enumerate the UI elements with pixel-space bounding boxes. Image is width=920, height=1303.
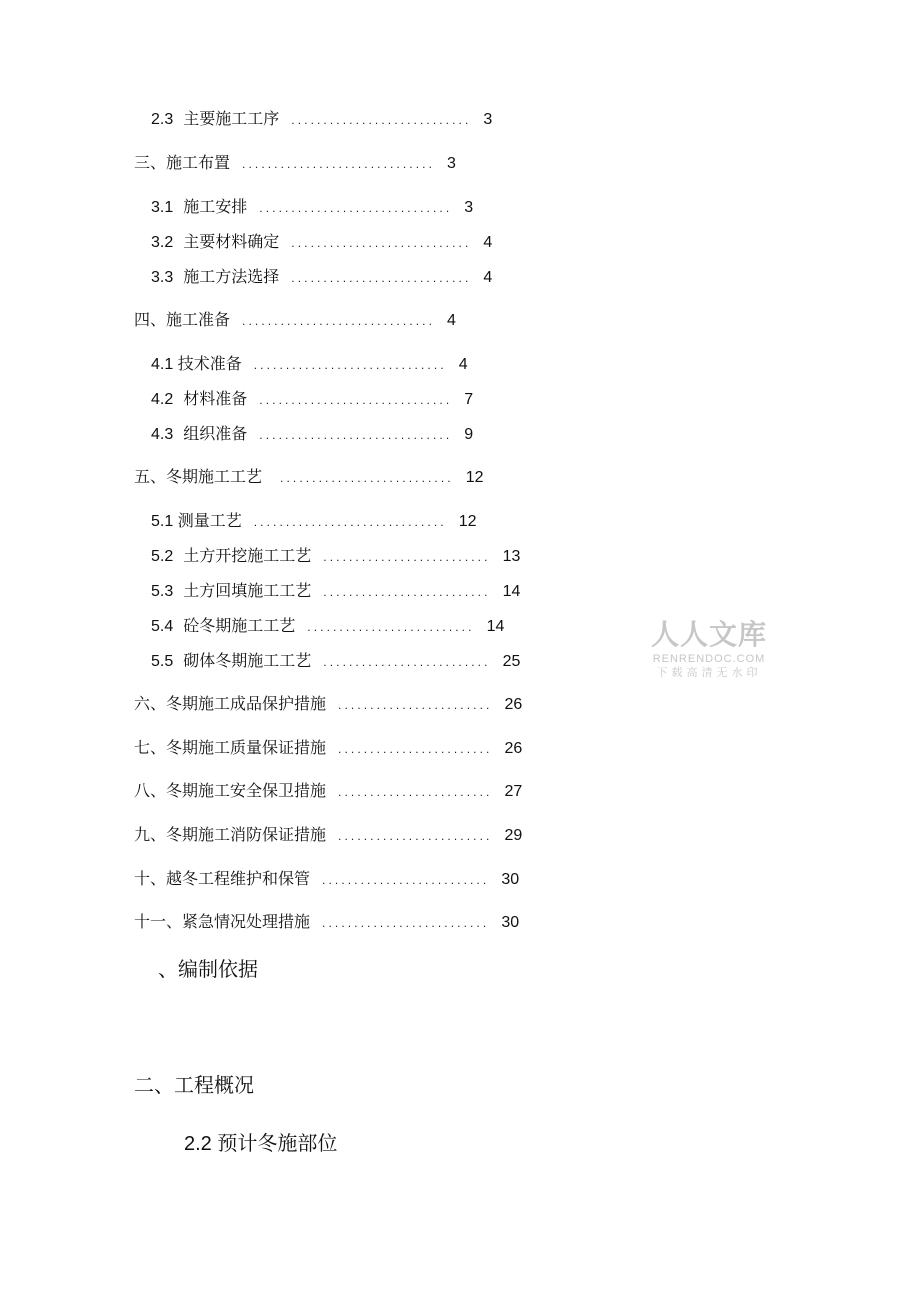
- section-heading-basis: 、编制依据: [158, 959, 258, 981]
- toc-page-number: 26: [504, 740, 523, 757]
- toc-leader-dots: ..........................: [307, 620, 475, 634]
- toc-leader-dots: ............................: [291, 271, 472, 285]
- toc-leader-dots: ............................: [291, 113, 472, 127]
- toc-leader-dots: ..........................: [323, 550, 491, 564]
- toc-label: 主要材料确定: [183, 234, 280, 251]
- toc-number: 5.2: [151, 548, 174, 565]
- toc-entry[interactable]: [151, 615, 504, 639]
- toc-leader-dots: ..............................: [259, 201, 453, 215]
- toc-page-number: 4: [458, 356, 468, 373]
- toc-label: 四、施工准备: [134, 312, 231, 329]
- toc-label: 砌体冬期施工工艺: [183, 653, 312, 670]
- toc-entry[interactable]: [134, 152, 456, 176]
- toc-entry[interactable]: [151, 196, 473, 220]
- toc-page-number: 14: [486, 618, 505, 635]
- toc-number: 3.3: [151, 269, 174, 286]
- toc-leader-dots: ........................: [338, 742, 493, 756]
- subsection-heading-winter-parts: 2.2 预计冬施部位: [184, 1133, 338, 1155]
- toc-number: 4.3: [151, 426, 174, 443]
- toc-label: 4.1 技术准备: [151, 356, 242, 373]
- toc-label: 六、冬期施工成品保护措施: [134, 696, 327, 713]
- toc-entry[interactable]: [151, 650, 520, 674]
- toc-label: 八、冬期施工安全保卫措施: [134, 783, 327, 800]
- toc-entry[interactable]: [134, 309, 456, 333]
- toc-entry[interactable]: [151, 231, 492, 255]
- toc-page-number: 27: [504, 783, 523, 800]
- toc-label: 十一、紧急情况处理措施: [134, 914, 311, 931]
- toc-entry[interactable]: [151, 353, 468, 377]
- toc-label: 土方回填施工工艺: [183, 583, 312, 600]
- toc-label: 砼冬期施工工艺: [183, 618, 296, 635]
- section-heading-overview: 二、工程概况: [134, 1075, 254, 1097]
- toc-page-number: 25: [502, 653, 521, 670]
- toc-entry[interactable]: [134, 868, 519, 892]
- toc-entry[interactable]: [134, 693, 522, 717]
- toc-leader-dots: ..........................: [323, 655, 491, 669]
- toc-entry[interactable]: [151, 108, 492, 132]
- toc-page-number: 4: [483, 269, 493, 286]
- toc-leader-dots: ..............................: [259, 393, 453, 407]
- toc-page-number: 29: [504, 827, 523, 844]
- toc-page-number: 3: [464, 199, 474, 216]
- toc-number: 4.2: [151, 391, 174, 408]
- toc-label: 组织准备: [183, 426, 248, 443]
- toc-label: 土方开挖施工工艺: [183, 548, 312, 565]
- toc-entry[interactable]: [134, 824, 522, 848]
- watermark-subtitle: 下载高清无水印: [656, 667, 762, 679]
- toc-leader-dots: ..............................: [242, 314, 436, 328]
- toc-leader-dots: ...........................: [280, 471, 454, 485]
- toc-label: 施工安排: [183, 199, 248, 216]
- toc-page-number: 3: [447, 155, 456, 172]
- toc-page-number: 7: [464, 391, 474, 408]
- toc-leader-dots: ..............................: [253, 515, 447, 529]
- toc-page-number: 14: [502, 583, 521, 600]
- toc-label: 材料准备: [183, 391, 248, 408]
- toc-page-number: 13: [502, 548, 521, 565]
- watermark-logo: [646, 618, 772, 680]
- toc-label: 施工方法选择: [183, 269, 280, 286]
- toc-number: 5.3: [151, 583, 174, 600]
- toc-label: 5.1 测量工艺: [151, 513, 242, 530]
- toc-page-number: 3: [483, 111, 493, 128]
- watermark-url: RENRENDOC.COM: [652, 653, 766, 665]
- toc-entry[interactable]: [134, 737, 522, 761]
- watermark-title: 人人文库: [650, 618, 767, 651]
- toc-leader-dots: ........................: [338, 698, 493, 712]
- toc-label: 七、冬期施工质量保证措施: [134, 740, 327, 757]
- toc-entry[interactable]: [134, 780, 522, 804]
- toc-page-number: 30: [501, 871, 520, 888]
- toc-leader-dots: ..............................: [242, 157, 436, 171]
- toc-page-number: 30: [501, 914, 520, 931]
- toc-number: 3.2: [151, 234, 174, 251]
- toc-page-number: 9: [464, 426, 474, 443]
- toc-page-number: 4: [483, 234, 493, 251]
- toc-number: 2.3: [151, 111, 174, 128]
- toc-label: 十、越冬工程维护和保管: [134, 871, 311, 888]
- toc-entry[interactable]: [151, 510, 477, 534]
- toc-label: 主要施工工序: [183, 111, 280, 128]
- toc-entry[interactable]: [151, 580, 520, 604]
- toc-leader-dots: ........................: [338, 829, 493, 843]
- toc-number: 5.5: [151, 653, 174, 670]
- toc-entry[interactable]: [134, 466, 484, 490]
- toc-leader-dots: ..........................: [323, 585, 491, 599]
- toc-label: 九、冬期施工消防保证措施: [134, 827, 327, 844]
- toc-page-number: 26: [504, 696, 523, 713]
- toc-leader-dots: ............................: [291, 236, 472, 250]
- toc-entry[interactable]: [151, 388, 473, 412]
- toc-entry[interactable]: [151, 545, 520, 569]
- toc-entry[interactable]: [151, 423, 473, 447]
- toc-page-number: 12: [458, 513, 477, 530]
- toc-label: 三、施工布置: [134, 155, 231, 172]
- toc-number: 5.4: [151, 618, 174, 635]
- toc-page-number: 12: [465, 469, 484, 486]
- toc-number: 3.1: [151, 199, 174, 216]
- toc-leader-dots: ..........................: [322, 873, 490, 887]
- toc-entry[interactable]: [134, 911, 519, 935]
- toc-leader-dots: ..............................: [253, 358, 447, 372]
- toc-label: 五、冬期施工工艺: [134, 469, 263, 486]
- toc-leader-dots: ........................: [338, 785, 493, 799]
- toc-page-number: 4: [447, 312, 456, 329]
- toc-leader-dots: ..........................: [322, 916, 490, 930]
- toc-leader-dots: ..............................: [259, 428, 453, 442]
- toc-entry[interactable]: [151, 266, 492, 290]
